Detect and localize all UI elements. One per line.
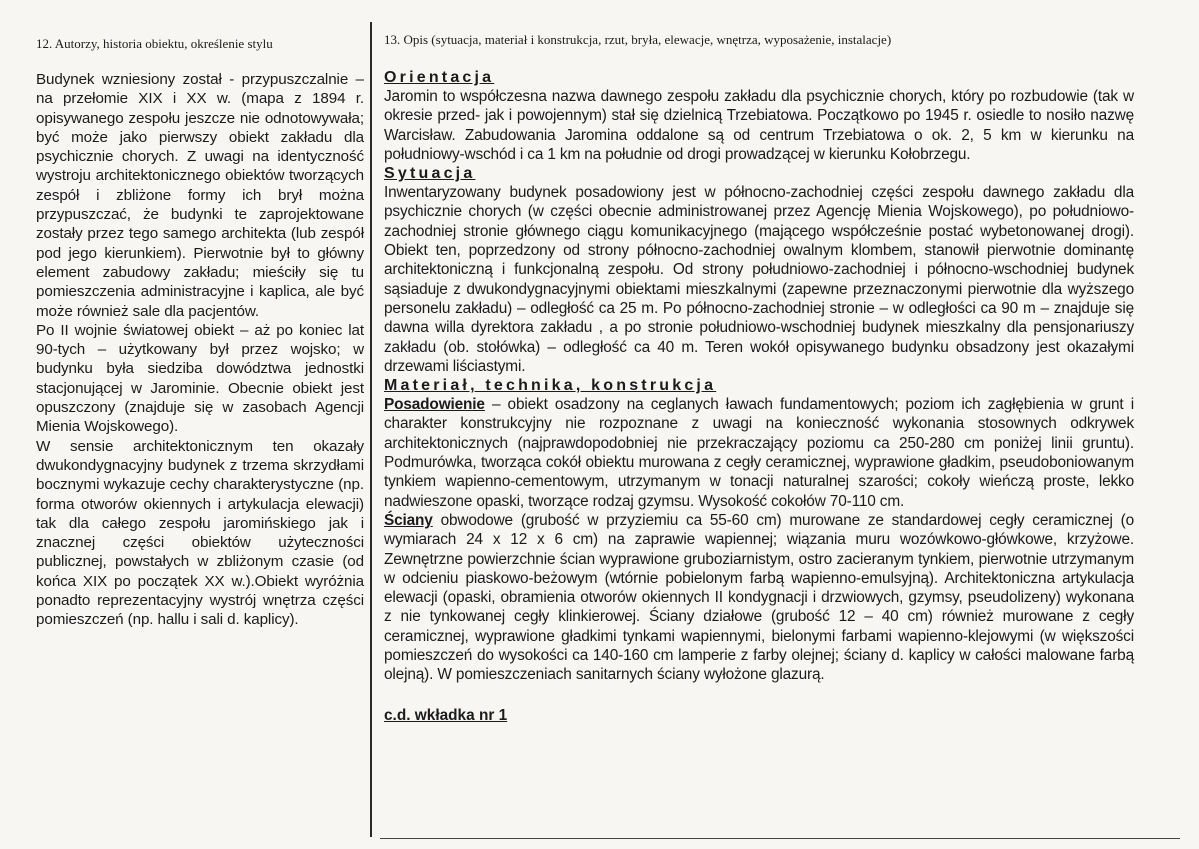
posadowienie-text: – obiekt osadzony na ceglanych ławach fundamentowych; poziom ich zagłębienia w grunt i charakter konstrukcyjny nie rozpoznane z uwagi na konieczność wykonania stosownych odkrywek architektonicznych (najprawdopodobniej nie przekraczający poziomu ca 250-280 cm poniżej linii gruntu). Podmurówka, tworząca cokół obiektu murowana z cegły ceramicznej, wyprawione gładkim, pseudoboniowanym tynkiem wapienno-cementowym, utrzymanym w tonacji naturalnej szarości; cokoły wieńczą proste, lekko nadwieszone opaski, tworzące rodzaj gzymsu. Wysokość cokołów 70-110 cm. (384, 396, 1134, 510)
history-paragraph-2: Po II wojnie światowej obiekt – aż po koniec lat 90-tych – użytkowany był przez wojsko; w budynku była siedziba dowództwa jednostki stacjonującej w Jarominie. Obecnie obiekt jest opuszczony (znajduje się w zasobach Agencji Mienia Wojskowego). (36, 321, 364, 436)
left-column (36, 36, 364, 630)
material-heading: Materiał, technika, konstrukcja (384, 377, 717, 395)
field-12-header: 12. Autorzy, historia obiektu, określenie stylu (36, 36, 273, 51)
posadowienie-paragraph (384, 395, 1134, 511)
history-paragraph-3: W sensie architektonicznym ten okazały dwukondygnacyjny budynek z trzema skrzydłami bocznymi wykazuje cechy charakterystyczne (np. forma otworów okiennych i artykulacja elewacji) tak dla całego zespołu jaromińskiego jak i znacznej części obiektów użyteczności publicznej, powstałych w zbliżonym czasie (od końca XIX po początek XX w.).Obiekt wyróżnia ponadto reprezentacyjny wystrój wnętrza części pomieszczeń (np. hallu i sali d. kaplicy). (36, 437, 364, 629)
sytuacja-heading: Sytuacja (384, 165, 476, 183)
column-divider (370, 22, 372, 837)
right-column (384, 32, 1134, 725)
sciany-text: obwodowe (grubość w przyziemiu ca 55-60 cm) murowane ze standardowej cegły ceramicznej (o wymiarach 24 x 12 x 6 cm) na zaprawie wapiennej; wiązania muru wozówkowo-główkowe, krzyżowe. Zewnętrzne powierzchnie ścian wyprawione gruboziarnistym, ostro zacieranym tynkiem, pierwotnie utrzymanym w odcieniu piaskowo-beżowym (wtórnie pobielonym farbą wapienno-emulsyjną). Architektoniczna artykulacja elewacji (opaski, obramienia otworów okiennych II kondygnacji i drzwiowych, gzymsy, pseudolizeny) wykonana z nie tynkowanej cegły klinkierowej. Ściany działowe (grubość 12 – 40 cm) również murowane z cegły ceramicznej, wyprawione gładkimi tynkami wapiennymi, bielonymi farbami wapienno-klejowymi (w większości pomieszczeń do wysokości ca 140-160 cm lamperie z farby olejnej; ściany d. kaplicy w całości malowane farbą olejną). W pomieszczeniach sanitarnych ściany wyłożone glazurą. (384, 511, 1134, 684)
posadowienie-label: Posadowienie (384, 396, 485, 414)
field-13-header: 13. Opis (sytuacja, materiał i konstrukcja, rzut, bryła, elewacje, wnętrza, wyposażenie, instalacje) (384, 32, 892, 47)
sciany-paragraph (384, 511, 1134, 685)
continuation-note: c.d. wkładka nr 1 (384, 706, 508, 724)
history-paragraph-1: Budynek wzniesiony został - przypuszczalnie – na przełomie XIX i XX w. (mapa z 1894 r. opisywanego zespołu jeszcze nie odnotowywała; być może jako pierwszy obiekt zakładu dla psychicznie chorych. Z uwagi na identyczność wystroju architektonicznego obiektów tworzących zespół i zbliżone formy ich brył można przypuszczać, że budynki te zaprojektowane zostały przez tego samego architekta (lub zespół pod jego kierunkiem). Pierwotnie był to główny element zabudowy zakładu; mieściły się tu pomieszczenia administracyjne i kaplica, ale być może również sale dla pacjentów. (36, 71, 364, 320)
orientacja-text: Jaromin to współczesna nazwa dawnego zespołu zakładu dla psychicznie chorych, który po rozbudowie (tak w okresie przed- jak i powojennym) stał się dzielnicą Trzebiatowa. Początkowo po 1945 r. osiedle to nosiło nazwę Warcisław. Zabudowania Jaromina oddalone są od centrum Trzebiatowa o ok. 2, 5 km w kierunku na południowy-wschód i ca 1 km na południe od drogi prowadzącej w kierunku Kołobrzegu. (384, 88, 1134, 163)
orientacja-heading: Orientacja (384, 69, 495, 86)
bottom-rule (380, 838, 1180, 839)
sciany-label: Ściany (384, 511, 433, 529)
sytuacja-text: Inwentaryzowany budynek posadowiony jest w północno-zachodniej części zespołu dawnego zakładu dla psychicznie chorych (w części obecnie administrowanej przez Agencję Mienia Wojskowego), po południowo-zachodniej stronie głównego ciągu komunikacyjnego (mającego współcześnie postać wybetonowanej drogi). Obiekt ten, poprzedzony od strony północno-zachodniej owalnym klombem, stanowił pierwotnie dominantę architektoniczną i funkcjonalną zespołu. Od strony południowo-zachodniej i północno-wschodniej budynek sąsiaduje z dwukondygnacyjnymi obiektami mieszkalnymi (zapewne przeznaczonymi pierwotnie dla wyższego personelu zakładu) – odległość ca 25 m. Po północno-zachodniej stronie – w odległości ca 90 m – znajduje się dawna willa dyrektora zakładu , a po stronie południowo-wschodniej budynek mieszkalny dla pensjonariuszy zakładu (ob. stołówka) – odległość ca 40 m. Teren wokół opisywanego budynku obsadzony jest okazałymi drzewami liściastymi. (384, 184, 1134, 375)
